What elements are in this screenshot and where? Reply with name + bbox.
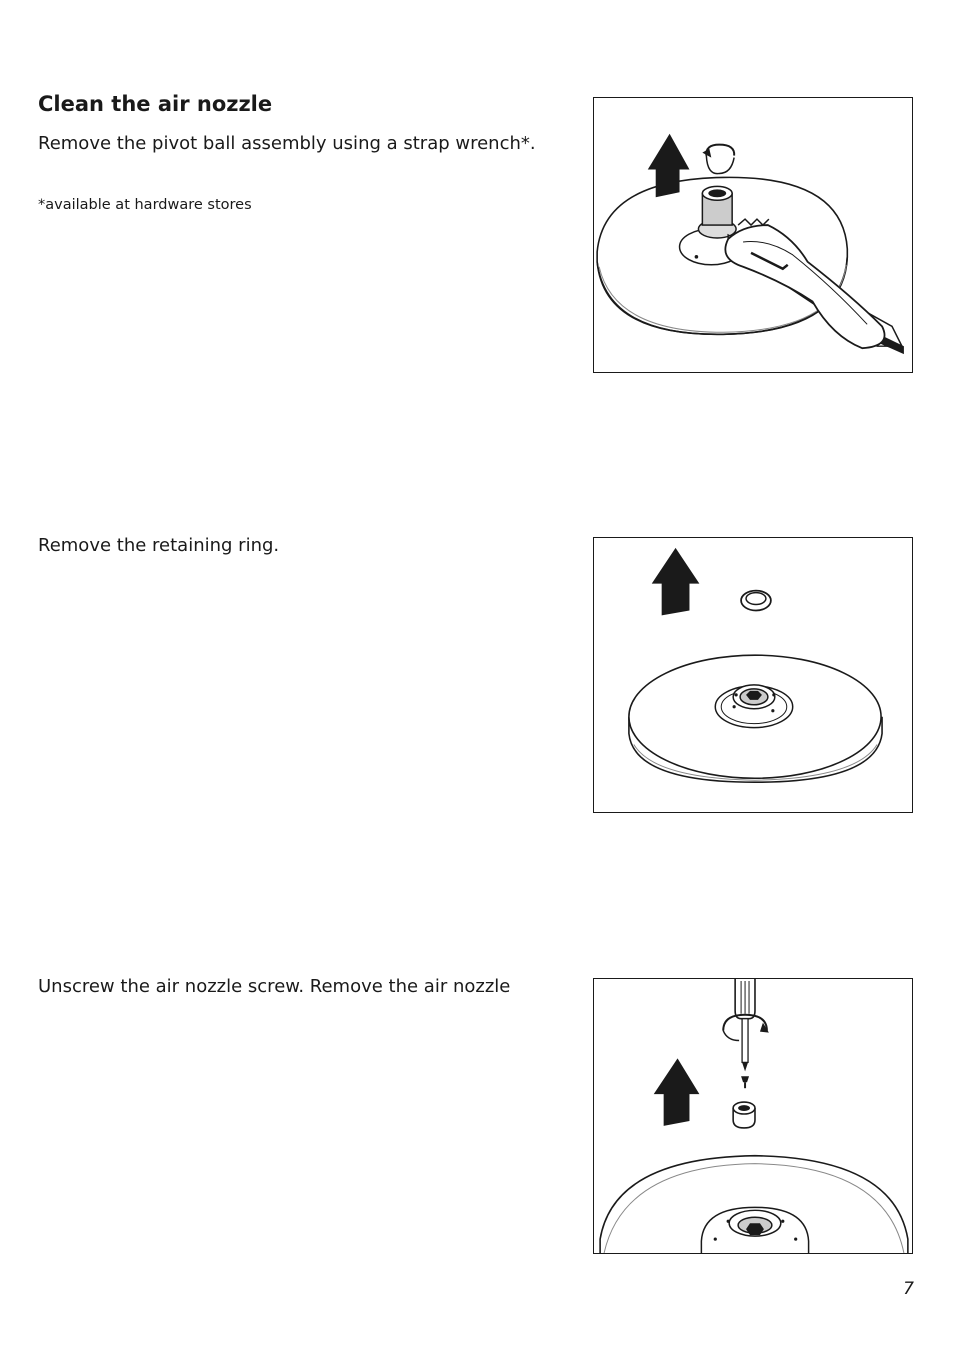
step-2-illustration <box>593 537 913 813</box>
step-3-instruction: Unscrew the air nozzle screw. Remove the air nozzle <box>38 976 511 997</box>
step-1-illustration <box>593 97 913 373</box>
section-title: Clean the air nozzle <box>38 92 273 116</box>
step-1-instruction: Remove the pivot ball assembly using a strap wrench*. <box>38 133 536 154</box>
air-nozzle-removal-drawing <box>594 979 912 1253</box>
retaining-ring-removal-drawing <box>594 538 912 812</box>
strap-wrench-removal-drawing <box>594 98 912 372</box>
step-3-illustration <box>593 978 913 1254</box>
step-2-instruction: Remove the retaining ring. <box>38 535 280 556</box>
page-number: 7 <box>903 1279 914 1299</box>
footnote: *available at hardware stores <box>38 197 252 213</box>
